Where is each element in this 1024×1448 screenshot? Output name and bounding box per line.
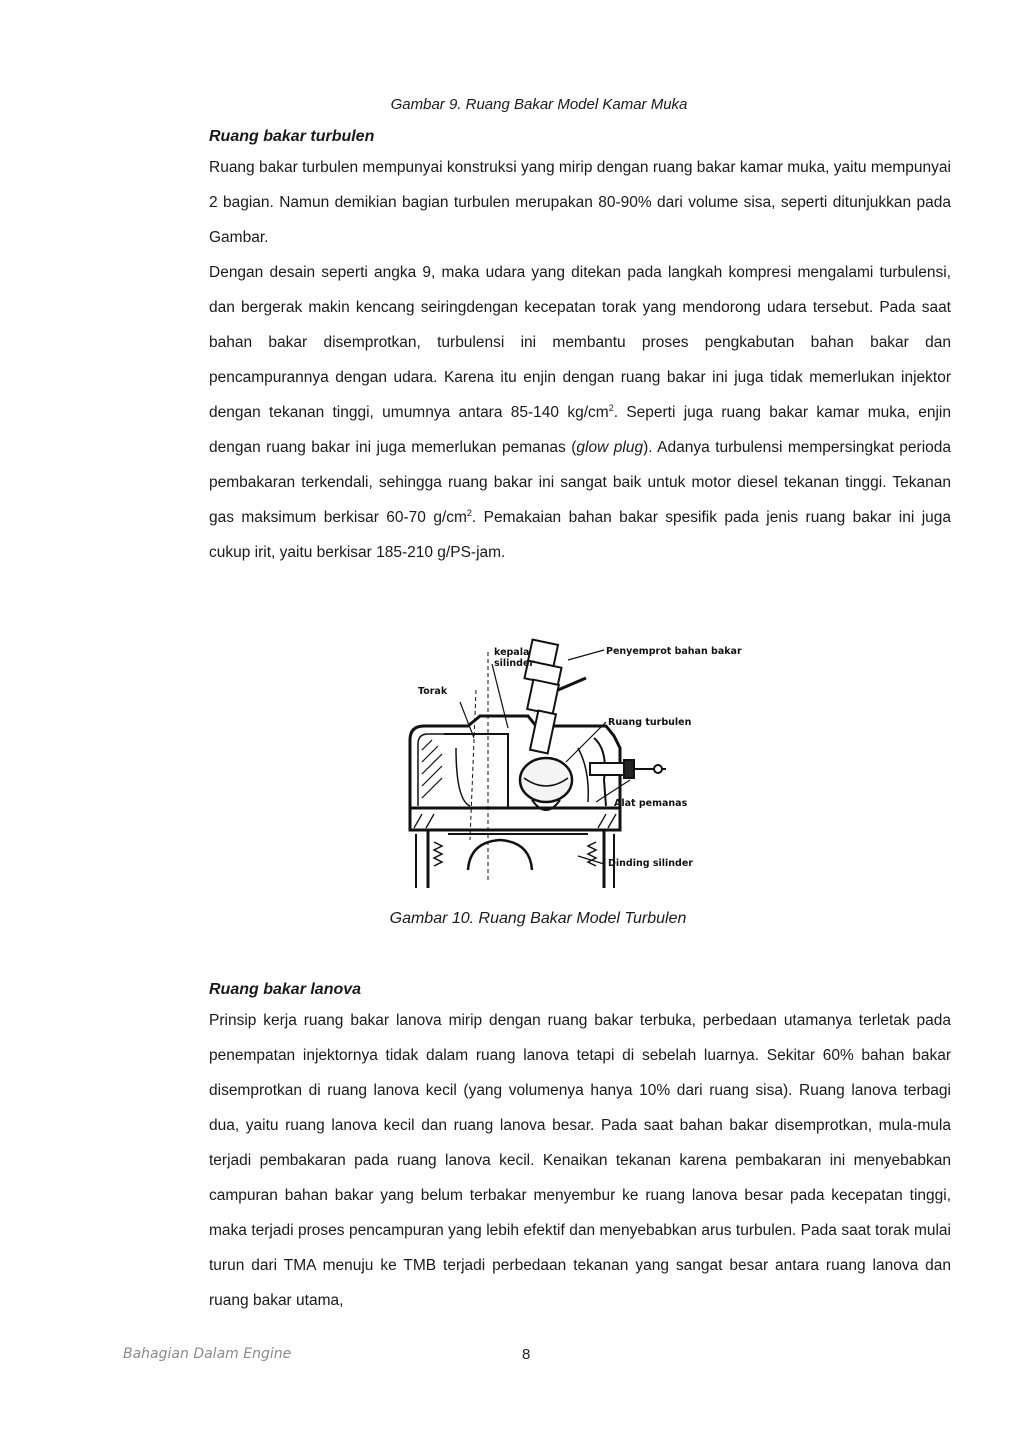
italic-term: glow plug — [576, 439, 644, 456]
label-dinding-silinder: Dinding silinder — [608, 858, 693, 869]
label-torak: Torak — [418, 686, 448, 697]
section-heading-lanova: Ruang bakar lanova — [209, 981, 362, 998]
section-turbulen — [209, 128, 951, 570]
turbulent-chamber-figure — [408, 630, 768, 892]
section-heading-turbulen: Ruang bakar turbulen — [209, 128, 375, 145]
figure-9-caption: Gambar 9. Ruang Bakar Model Kamar Muka — [390, 96, 688, 113]
paragraph-lanova-1: Prinsip kerja ruang bakar lanova mirip dengan ruang bakar terbuka, perbedaan utamanya terletak pada penempatan injektornya tidak dalam ruang lanova tetapi di sebelah luarnya. Sekitar 60% bahan bakar disemprotkan di ruang lanova kecil (yang volumenya hanya 10% dari ruang sisa). Ruang lanova terbagi dua, yaitu ruang lanova kecil dan ruang lanova besar. Pada saat bahan bakar disemprotkan, mula-mula terjadi pembakaran pada ruang lanova kecil. Kenaikan tekanan karena pembakaran ini menyebabkan campuran bahan bakar yang belum terbakar menyembur ke ruang lanova besar pada kecepatan tinggi, maka terjadi proses pencampuran yang lebih efektif dan menyebabkan arus turbulen. Pada saat torak mulai turun dari TMA menuju ke TMB terjadi perbedaan tekanan yang sangat besar antara ruang lanova dan ruang bakar utama, — [209, 1012, 951, 1309]
label-kepala: kepala — [494, 647, 530, 658]
label-penyemprot: Penyemprot bahan bakar — [606, 646, 742, 657]
page-number: 8 — [522, 1346, 531, 1363]
label-silinder: silinder — [494, 658, 535, 669]
text-run: Dengan desain seperti angka 9, maka udara yang ditekan pada langkah kompresi mengalami turbulensi, dan bergerak makin kencang seiringdengan kecepatan torak yang mendorong udara tersebut. Pada saat bahan bakar disemprotkan, turbulensi ini membantu proses pengkabutan bahan bakar dan pencampurannya dengan udara. Karena itu enjin dengan ruang bakar ini juga tidak memerlukan injektor dengan tekanan tinggi, umumnya antara 85-140 kg/cm — [209, 264, 951, 421]
paragraph-turbulen-1: Ruang bakar turbulen mempunyai konstruksi yang mirip dengan ruang bakar kamar muka, yaitu mempunyai 2 bagian. Namun demikian bagian turbulen merupakan 80-90% dari volume sisa, seperti ditunjukkan pada Gambar. — [209, 159, 951, 246]
text-run: . Seperti juga ruang bakar kamar muka, enjin dengan ruang bakar ini juga memerlukan pemanas ( — [209, 404, 951, 456]
footer-document-title: Bahagian Dalam Engine — [123, 1346, 292, 1362]
text-run: ). Adanya turbulensi mempersingkat perioda pembakaran terkendali, sehingga ruang bakar ini sangat baik untuk motor diesel tekanan tinggi. Tekanan gas maksimum berkisar 60-70 g/cm — [209, 439, 951, 526]
superscript: 2 — [466, 507, 472, 518]
paragraph-turbulen-2 — [209, 255, 951, 570]
superscript: 2 — [608, 402, 614, 413]
label-ruang-turbulen: Ruang turbulen — [608, 717, 692, 728]
section-lanova — [209, 981, 951, 1318]
text-run: . Pemakaian bahan bakar spesifik pada jenis ruang bakar ini juga cukup irit, yaitu berkisar 185-210 g/PS-jam. — [209, 509, 951, 561]
engine-diagram — [408, 630, 768, 892]
figure-10-caption: Gambar 10. Ruang Bakar Model Turbulen — [389, 910, 687, 927]
label-alat-pemanas: Alat pemanas — [614, 798, 688, 809]
